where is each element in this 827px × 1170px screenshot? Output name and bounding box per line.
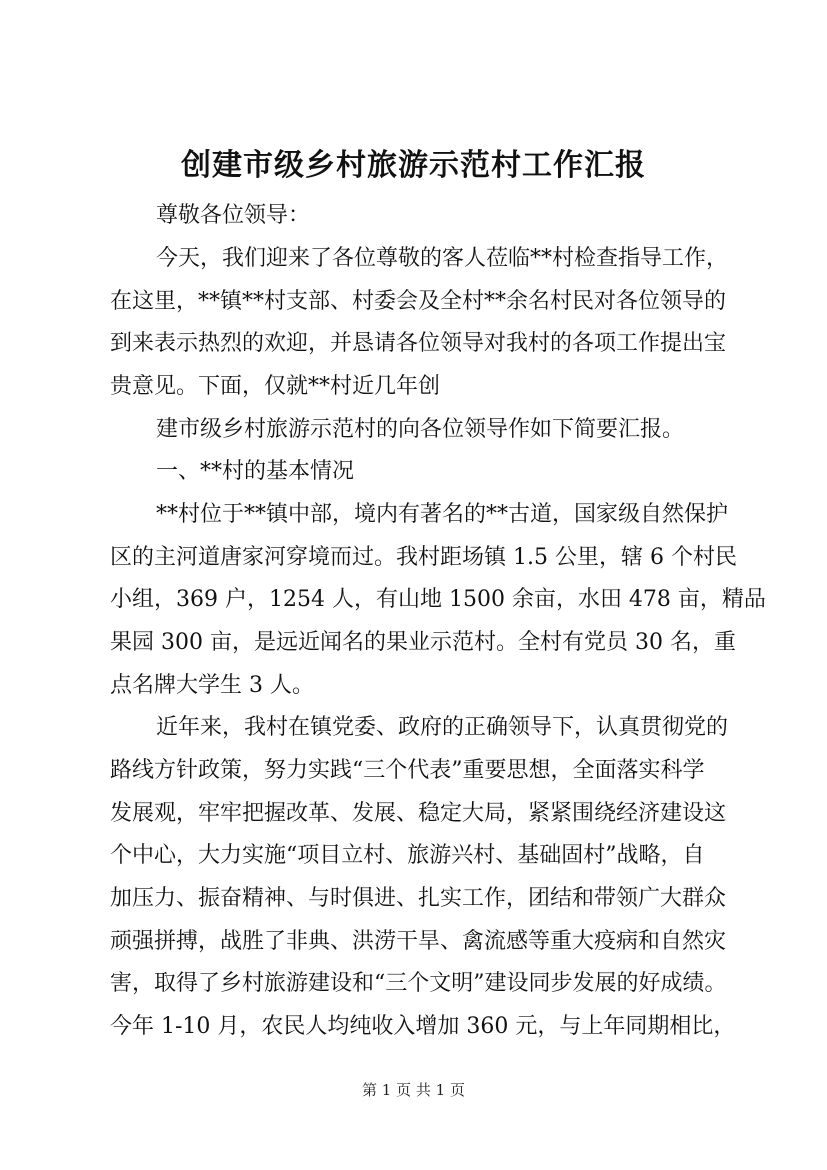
body-line: 点名牌大学生 3 人。 bbox=[110, 673, 314, 698]
body-line: 贵意见。下面，仅就**村近几年创 bbox=[110, 374, 441, 399]
body-line: 到来表示热烈的欢迎，并恳请各位领导对我村的各项工作提出宝 bbox=[110, 331, 727, 356]
body-line: 区的主河道唐家河穿境而过。我村距场镇 1.5 公里，辖 6 个村民 bbox=[110, 545, 737, 570]
body-line: 果园 300 亩，是远近闻名的果业示范村。全村有党员 30 名，重 bbox=[110, 630, 736, 655]
document-title: 创建市级乡村旅游示范村工作汇报 bbox=[181, 148, 646, 183]
body-line: 发展观，牢牢把握改革、发展、稳定大局，紧紧围绕经济建设这 bbox=[110, 801, 727, 826]
body-line: 在这里，**镇**村支部、村委会及全村**余名村民对各位领导的 bbox=[110, 289, 727, 314]
body-line: 路线方针政策，努力实践“三个代表”重要思想，全面落实科学 bbox=[110, 758, 705, 783]
body-line: 建市级乡村旅游示范村的向各位领导作如下简要汇报。 bbox=[156, 417, 685, 442]
body-line: 顽强拼搏，战胜了非典、洪涝干旱、禽流感等重大疫病和自然灾 bbox=[110, 929, 727, 954]
salutation-line: 尊敬各位领导： bbox=[156, 203, 311, 228]
body-line: 个中心，大力实施“项目立村、旅游兴村、基础固村”战略，自 bbox=[110, 843, 705, 868]
body-line: 今天，我们迎来了各位尊敬的客人莅临**村检查指导工作， bbox=[156, 246, 729, 271]
body-line: 小组，369 户，1254 人，有山地 1500 余亩，水田 478 亩，精品 bbox=[110, 587, 766, 612]
section-heading: 一、**村的基本情况 bbox=[156, 459, 355, 484]
body-line: 今年 1-10 月，农民人均纯收入增加 360 元，与上年同期相比， bbox=[110, 1014, 736, 1039]
page-footer: 第 1 页 共 1 页 bbox=[362, 1081, 465, 1099]
body-line: **村位于**镇中部，境内有著名的**古道，国家级自然保护 bbox=[156, 502, 729, 527]
body-line: 加压力、振奋精神、与时俱进、扎实工作，团结和带领广大群众 bbox=[110, 886, 727, 911]
body-line: 近年来，我村在镇党委、政府的正确领导下，认真贯彻党的 bbox=[156, 715, 729, 740]
body-line: 害，取得了乡村旅游建设和“三个文明”建设同步发展的好成绩。 bbox=[110, 971, 727, 996]
